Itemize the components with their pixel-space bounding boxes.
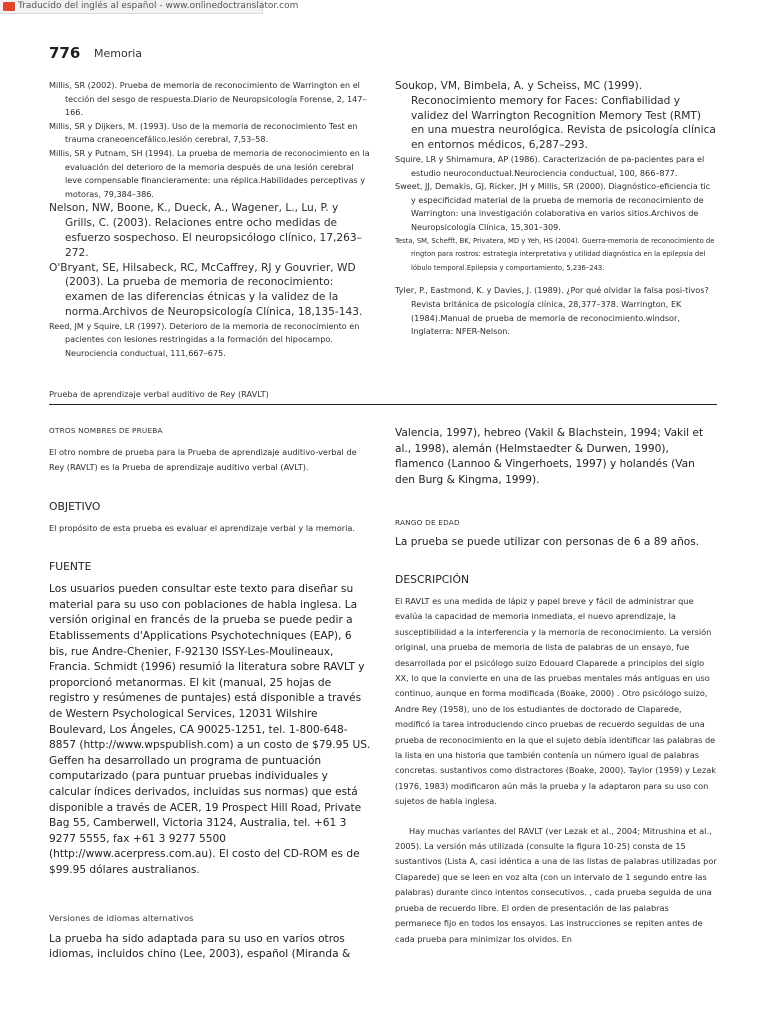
body-right-column [395,426,717,947]
age-range-text: La prueba se puede utilizar con personas de 6 a 89 años. [395,536,700,549]
page-number: 776 [49,44,81,62]
alt-versions-text: La prueba ha sido adaptada para su uso en varios otros idiomas, incluidos chino (Lee, 2003), español (Miranda & [49,932,351,961]
alt-versions-continued: Valencia, 1997), hebreo (Vakil & Blachstein, 1994; Vakil et al., 1998), alemán (Helmstaedter & Durwen, 1990), flamenco (Lannoo & Vingerhoets, 1997) y holandés (Van den Burg & Kingma, 1999). [395,427,704,486]
age-range-heading: RANGO DE EDAD [395,518,460,528]
reference-entry: O'Bryant, SE, Hilsabeck, RC, McCaffrey, RJ y Gouvrier, WD (2003). La prueba de memoria de reconocimiento: examen de las diferencias étnicas y la validez de la norma.Archivos de Neuropsicología Clínica, 18,135-143. [49,261,363,318]
reference-entry: Tyler, P., Eastmond, K. y Davies, J. (1989). ¿Por qué olvidar la falsa posi-tivos?Revista británica de psicología clínica, 28,377–378. Warrington, EK (1984).Manual de prueba de memoria de reconocimiento.windsor, Inglaterra: NFER-Nelson. [395,285,709,337]
references-left-column [49,79,371,361]
reference-entry: Millis, SR y Putnam, SH (1994). La prueba de memoria de reconocimiento en la evaluación del deterioro de la memoria después de una lesión cerebral leve compensable financieramente: una réplica.Habilidades perceptivas y motoras, 79,384–386. [49,147,370,199]
reference-entry: Sweet, JJ, Demakis, GJ, Ricker, JH y Millis, SR (2000). Diagnóstico-eficiencia tic y especificidad material de la prueba de memoria de reconocimiento de Warrington: una investigación colaborativa en varios sitios.Archivos de Neuropsicología Clínica, 15,301–309. [395,181,711,232]
reference-entry: Testa, SM, Schefft, BK, Privatera, MD y Yeh, HS (2004). Guerra-memoria de reconocimiento de rington para rostros: estrategia interpretativa y utilidad diagnóstica en la epilepsia del lóbulo temporal.Epilepsia y comportamiento, 5,236–243. [395,236,715,272]
running-title: Memoria [94,47,143,60]
alt-versions-heading: Versiones de idiomas alternativos [49,912,194,923]
reference-entry: Millis, SR (2002). Prueba de memoria de reconocimiento de Warrington en el tección del sesgo de respuesta.Diario de Neuropsicología Forense, 2, 147–166. [49,80,367,118]
section-title: Prueba de aprendizaje verbal auditivo de Rey (RAVLT) [49,389,269,399]
other-names-text: El otro nombre de prueba para la Prueba de aprendizaje auditivo-verbal de Rey (RAVLT) es la Prueba de aprendizaje auditivo verbal (AVLT). [49,447,357,473]
pdf-translate-icon [3,2,15,11]
objective-heading: OBJETIVO [49,499,101,513]
body-left-column [49,426,371,963]
translation-banner-text[interactable]: Traducido del inglés al español - www.onlinedoctranslator.com [18,1,299,11]
reference-entry: Millis, SR y Dijkers, M. (1993). Uso de la memoria de reconocimiento Test en trauma craneoencefálico.lesión cerebral, 7,53–58. [49,120,358,145]
reference-entry: Squire, LR y Shimamura, AP (1986). Caracterización de pa-pacientes para el estudio neuroconductual.Neurociencia conductual, 100, 866–877. [395,153,705,178]
objective-text: El propósito de esta prueba es evaluar el aprendizaje verbal y la memoria. [49,522,356,533]
source-heading: FUENTE [49,560,92,574]
references-right-column [395,79,717,339]
translation-banner[interactable] [0,0,299,14]
other-names-heading: OTROS NOMBRES DE PRUEBA [49,426,163,435]
reference-entry: Reed, JM y Squire, LR (1997). Deterioro de la memoria de reconocimiento en pacientes con lesiones restringidas a la formación del hipocampo. Neurociencia conductual, 111,667–675. [49,320,360,358]
description-paragraph-2: Hay muchas variantes del RAVLT (ver Lezak et al., 2004; Mitrushina et al., 2005). La versión más utilizada (consulte la figura 10-25) consta de 15 sustantivos (Lista A, casi idéntica a una de las listas de palabras utilizadas por Claparede) que se leen en voz alta (con un intervalo de 1 segundo entre las palabras) durante cinco intentos consecutivos. , cada prueba seguida de una prueba de recuerdo libre. El orden de presentación de las palabras permanece fijo en todos los ensayos. Las instrucciones se repiten antes de cada prueba para minimizar los olvidos. En [395,825,717,944]
description-heading: DESCRIPCIÓN [395,572,470,586]
reference-entry: Nelson, NW, Boone, K., Dueck, A., Wagener, L., Lu, P. y Grills, C. (2003). Relaciones entre ocho medidas de esfuerzo sospechoso. El neuropsicólogo clínico, 17,263–272. [49,202,362,259]
reference-entry: Soukop, VM, Bimbela, A. y Scheiss, MC (1999). Reconocimiento memory for Faces: Confiabilidad y validez del Warrington Recognition Memory Test (RMT) en una muestra neurológica. Revista de psicología clínica en entornos médicos, 6,287–293. [395,80,716,152]
source-text: Los usuarios pueden consultar este texto para diseñar su material para su uso con poblaciones de habla inglesa. La versión original en francés de la prueba se puede pedir a Etablissements d'Applications Psychotechniques (EAP), 6 bis, rue Andre-Chenier, F-92130 ISSY-Les-Moulineaux, Francia. Schmidt (1996) resumió la literatura sobre RAVLT y proporcionó metanormas. El kit (manual, 25 hojas de registro y resúmenes de puntajes) está disponible a través de Western Psychological Services, 12031 Wilshire Boulevard, Los Ángeles, CA 90025-1251, tel. 1-800-648-8857 (http://www.wpspublish.com) a un costo de $79.95 US. Geffen ha desarrollado un programa de puntuación computarizado (para puntuar pruebas individuales y calcular índices derivados, incluidas sus normas) que está disponible a través de ACER, 19 Prospect Hill Road, Private Bag 55, Camberwell, Victoria 3124, Australia, tel. +61 3 9277 5555, fax +61 3 9277 5500 (http://www.acerpress.com.au). El costo del CD-ROM es de $99.95 dólares australianos. [49,583,371,876]
section-divider [49,404,717,405]
description-paragraph-1: El RAVLT es una medida de lápiz y papel breve y fácil de administrar que evalúa la capacidad de memoria inmediata, el nuevo aprendizaje, la susceptibilidad a la interferencia y la memoria de reconocimiento. La versión original, una prueba de memoria de lista de palabras de un ensayo, fue desarrollada por el psicólogo suizo Edouard Claparede a principios del siglo XX, lo que la convierte en una de las pruebas mentales más antiguas en uso continuo, aunque en forma modificada (Boake, 2000) . Otro psicólogo suizo, Andre Rey (1958), uno de los estudiantes de doctorado de Claparede, modificó la tarea introduciendo cinco pruebas de recuerdo seguidas de una prueba de reconocimiento en la que el sujeto debía identificar las palabras de la lista en una historia que también contenía un número igual de palabras concretas. sustantivos como distractores (Boake, 2000). Taylor (1959) y Lezak (1976, 1983) modificaron aún más la prueba y la adaptaron para su uso con sujetos de habla inglesa. [395,595,717,807]
